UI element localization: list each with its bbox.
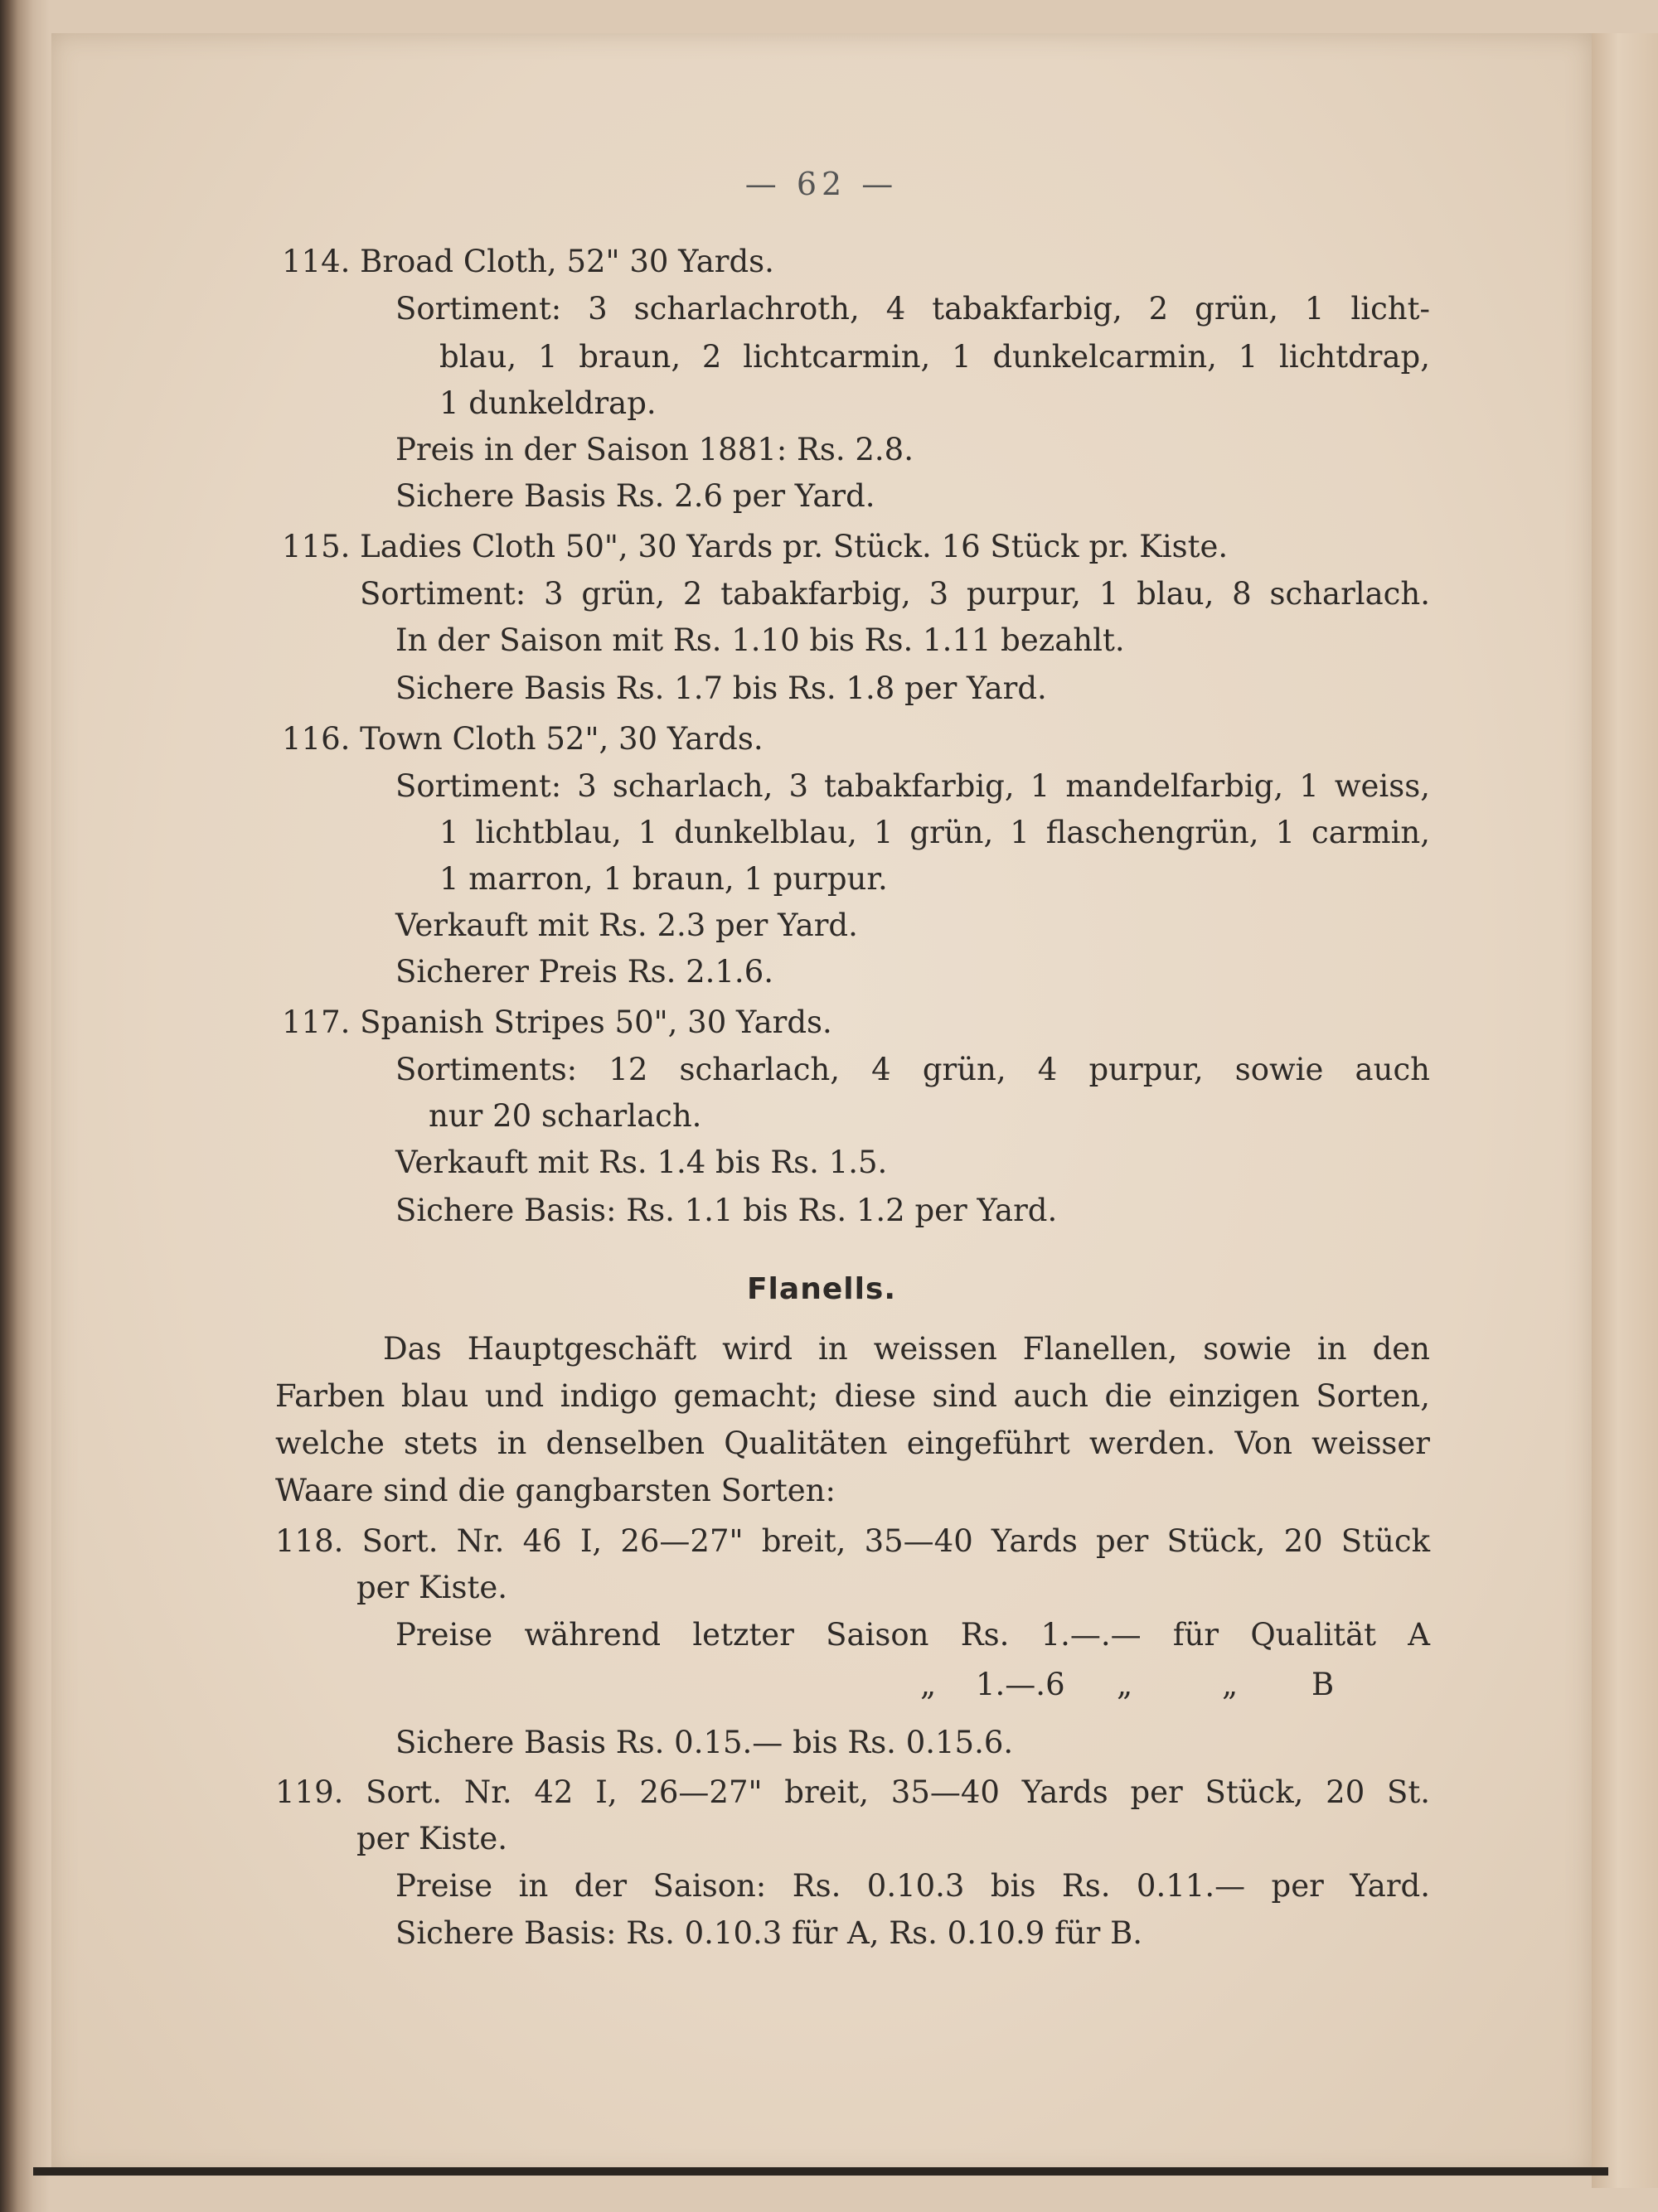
quality-label-b: B [1311, 1667, 1335, 1702]
item-line: 1 lichtblau, 1 dunkelblau, 1 grün, 1 flaschengrün, 1 carmin, [439, 815, 1430, 850]
item-line: Preis in der Saison 1881: Rs. 2.8. [395, 432, 914, 467]
item-line: Sichere Basis Rs. 1.7 bis Rs. 1.8 per Yard. [395, 670, 1047, 706]
item-title: Spanish Stripes 50", 30 Yards. [360, 1004, 832, 1040]
item-line: Sichere Basis Rs. 0.15.— bis Rs. 0.15.6. [395, 1725, 1014, 1760]
item-title: Broad Cloth, 52" 30 Yards. [360, 244, 774, 279]
item-line: nur 20 scharlach. [429, 1098, 702, 1134]
item-line: per Kiste. [356, 1570, 508, 1605]
page-bottom-edge [33, 2167, 1608, 2176]
item-117-heading [282, 1004, 832, 1042]
paragraph-line: welche stets in denselben Qualitäten eingeführt werden. Von weisser [275, 1425, 1430, 1461]
item-line: Sicherer Preis Rs. 2.1.6. [395, 954, 773, 990]
item-line: Sichere Basis: Rs. 0.10.3 für A, Rs. 0.10.9 für B. [395, 1915, 1143, 1951]
price-line-a: Preise während letzter Saison Rs. 1.—.— für Qualität A [395, 1617, 1430, 1653]
item-title: Ladies Cloth 50", 30 Yards pr. Stück. 16 Stück pr. Kiste. [360, 529, 1229, 564]
item-number: 119. [275, 1774, 344, 1810]
item-line: per Kiste. [356, 1821, 508, 1856]
right-page-edge [1592, 33, 1658, 2188]
ditto-mark: „ [920, 1667, 937, 1702]
item-number: 116. [282, 721, 351, 757]
item-line: blau, 1 braun, 2 lichtcarmin, 1 dunkelcarmin, 1 lichtdrap, [439, 339, 1430, 375]
item-line: 1 dunkeldrap. [439, 385, 657, 421]
item-line: Sortiment: 3 grün, 2 tabakfarbig, 3 purpur, 1 blau, 8 scharlach. [360, 576, 1430, 612]
item-116-heading [282, 720, 764, 758]
book-page [51, 33, 1592, 2176]
item-number: 118. [275, 1523, 344, 1559]
item-line: Sortiment: 3 scharlach, 3 tabakfarbig, 1 mandelfarbig, 1 weiss, [395, 768, 1430, 804]
item-line: 1 marron, 1 braun, 1 purpur. [439, 861, 888, 897]
item-line: Sichere Basis: Rs. 1.1 bis Rs. 1.2 per Yard. [395, 1193, 1058, 1228]
item-119-heading [275, 1774, 1430, 1812]
item-title: Sort. Nr. 46 I, 26—27" breit, 35—40 Yards per Stück, 20 Stück [361, 1523, 1430, 1559]
item-number: 115. [282, 529, 351, 564]
paragraph-line: Waare sind die gangbarsten Sorten: [275, 1473, 836, 1508]
paragraph-line: Das Hauptgeschäft wird in weissen Flanellen, sowie in den [383, 1331, 1430, 1367]
item-line: Sortiment: 3 scharlachroth, 4 tabakfarbig, 2 grün, 1 licht- [395, 291, 1430, 327]
item-line: Sichere Basis Rs. 2.6 per Yard. [395, 478, 875, 514]
price-value-b: 1.—.6 [976, 1667, 1065, 1702]
item-line: Sortiments: 12 scharlach, 4 grün, 4 purpur, sowie auch [395, 1052, 1430, 1087]
item-line: Preise in der Saison: Rs. 0.10.3 bis Rs. 0.11.— per Yard. [395, 1868, 1430, 1904]
item-115-heading [282, 528, 1228, 566]
item-line: Verkauft mit Rs. 1.4 bis Rs. 1.5. [395, 1145, 888, 1180]
item-118-heading [275, 1522, 1430, 1561]
item-number: 114. [282, 244, 351, 279]
item-114-heading [282, 243, 774, 281]
ditto-mark: „ [1117, 1667, 1133, 1702]
paragraph-line: Farben blau und indigo gemacht; diese sind auch die einzigen Sorten, [275, 1378, 1430, 1414]
section-heading: Flanells. [746, 1272, 897, 1306]
item-title: Town Cloth 52", 30 Yards. [360, 721, 764, 757]
item-number: 117. [282, 1004, 351, 1040]
item-title: Sort. Nr. 42 I, 26—27" breit, 35—40 Yards per Stück, 20 St. [366, 1774, 1430, 1810]
ditto-mark: „ [1222, 1667, 1239, 1702]
item-line: In der Saison mit Rs. 1.10 bis Rs. 1.11 bezahlt. [395, 622, 1125, 658]
page-number: — 62 — [744, 166, 899, 202]
item-line: Verkauft mit Rs. 2.3 per Yard. [395, 908, 858, 943]
